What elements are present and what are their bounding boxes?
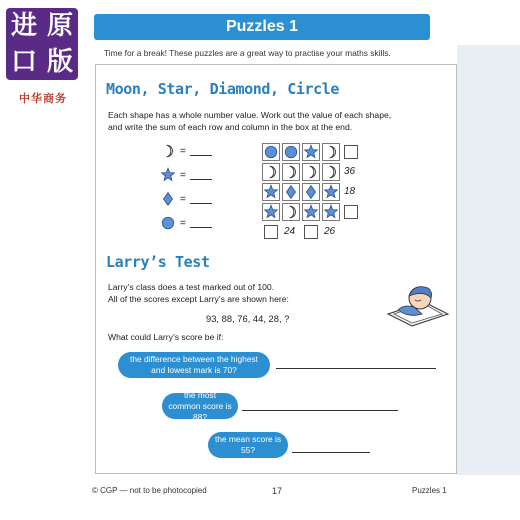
answer-line[interactable]	[292, 452, 370, 453]
star-icon	[263, 204, 279, 220]
grid-cell	[302, 143, 320, 161]
moon-icon	[263, 164, 279, 180]
diamond-icon	[283, 184, 299, 200]
row-sum-box[interactable]	[344, 205, 358, 219]
row-sum-value: 18	[344, 186, 356, 197]
instructions-line: and write the sum of each row and column in the box at the end.	[108, 122, 353, 132]
larry-line: All of the scores except Larry’s are shown here:	[108, 294, 289, 304]
column-sum-box[interactable]	[264, 225, 278, 239]
legend-equals: =	[180, 169, 186, 181]
brand-subtitle: 中华商务	[19, 92, 67, 105]
intro-text: Time for a break! These puzzles are a great way to practise your maths skills.	[104, 48, 391, 58]
grid-cell	[322, 203, 340, 221]
star-icon	[160, 167, 176, 183]
footer-section: Puzzles 1	[412, 486, 447, 495]
star-icon	[303, 144, 319, 160]
section-title-shapes: Moon, Star, Diamond, Circle	[106, 80, 340, 98]
grid-cell	[322, 183, 340, 201]
condition-cloud: the mean score is 55?	[208, 432, 288, 458]
grid-cell	[282, 183, 300, 201]
circle-icon	[263, 144, 279, 160]
badge-char: 版	[46, 47, 73, 77]
legend-answer-blank[interactable]	[190, 171, 212, 180]
grid-cell	[302, 183, 320, 201]
legend-row-circle	[160, 215, 212, 231]
legend-answer-blank[interactable]	[190, 195, 212, 204]
scores-list: 93, 88, 76, 44, 28, ?	[206, 313, 290, 324]
grid-cell	[322, 143, 340, 161]
row-sum-value: 36	[344, 166, 356, 177]
diamond-icon	[160, 191, 176, 207]
badge-char: 口	[10, 47, 37, 77]
grid-cell	[322, 163, 340, 181]
sleeping-boy-illustration	[384, 280, 452, 330]
circle-icon	[283, 144, 299, 160]
grid-cell	[302, 163, 320, 181]
grid-cell	[262, 203, 280, 221]
page-title: Puzzles 1	[94, 14, 430, 40]
legend-row-star	[160, 167, 212, 183]
larry-line: Larry’s class does a test marked out of 100.	[108, 282, 275, 292]
grid-cell	[282, 163, 300, 181]
moon-icon	[323, 164, 339, 180]
moon-icon	[283, 204, 299, 220]
column-sum-box[interactable]	[304, 225, 318, 239]
grid-cell	[302, 203, 320, 221]
legend-answer-blank[interactable]	[190, 147, 212, 156]
grid-cell	[282, 203, 300, 221]
moon-icon	[303, 164, 319, 180]
legend-answer-blank[interactable]	[190, 219, 212, 228]
instructions-line: Each shape has a whole number value. Work out the value of each shape,	[108, 110, 392, 120]
moon-icon	[323, 144, 339, 160]
footer-page-number: 17	[272, 486, 283, 496]
section-title-larry: Larry’s Test	[106, 253, 210, 271]
brand-badge	[6, 8, 78, 80]
footer-copyright: © CGP — not to be photocopied	[92, 486, 207, 495]
star-icon	[263, 184, 279, 200]
question-text: What could Larry’s score be if:	[108, 332, 224, 342]
side-margin	[457, 45, 520, 475]
badge-char: 原	[46, 11, 73, 41]
answer-line[interactable]	[242, 410, 398, 411]
star-icon	[303, 204, 319, 220]
legend-row-diamond	[160, 191, 212, 207]
answer-line[interactable]	[276, 368, 436, 369]
condition-cloud: the difference between the highest and lowest mark is 70?	[118, 352, 270, 378]
moon-icon	[160, 143, 176, 159]
legend-equals: =	[180, 145, 186, 157]
diamond-icon	[303, 184, 319, 200]
circle-icon	[160, 215, 176, 231]
legend-row-moon	[160, 143, 212, 159]
row-sum-box[interactable]	[344, 145, 358, 159]
legend-equals: =	[180, 193, 186, 205]
star-icon	[323, 204, 339, 220]
column-sum-value: 26	[324, 226, 336, 237]
grid-cell	[282, 143, 300, 161]
moon-icon	[283, 164, 299, 180]
grid-cell	[262, 143, 280, 161]
grid-cell	[262, 183, 280, 201]
star-icon	[323, 184, 339, 200]
grid-cell	[262, 163, 280, 181]
legend-equals: =	[180, 217, 186, 229]
column-sum-value: 24	[284, 226, 296, 237]
badge-char: 进	[10, 11, 37, 41]
condition-cloud: the most common score is 88?	[162, 393, 238, 419]
